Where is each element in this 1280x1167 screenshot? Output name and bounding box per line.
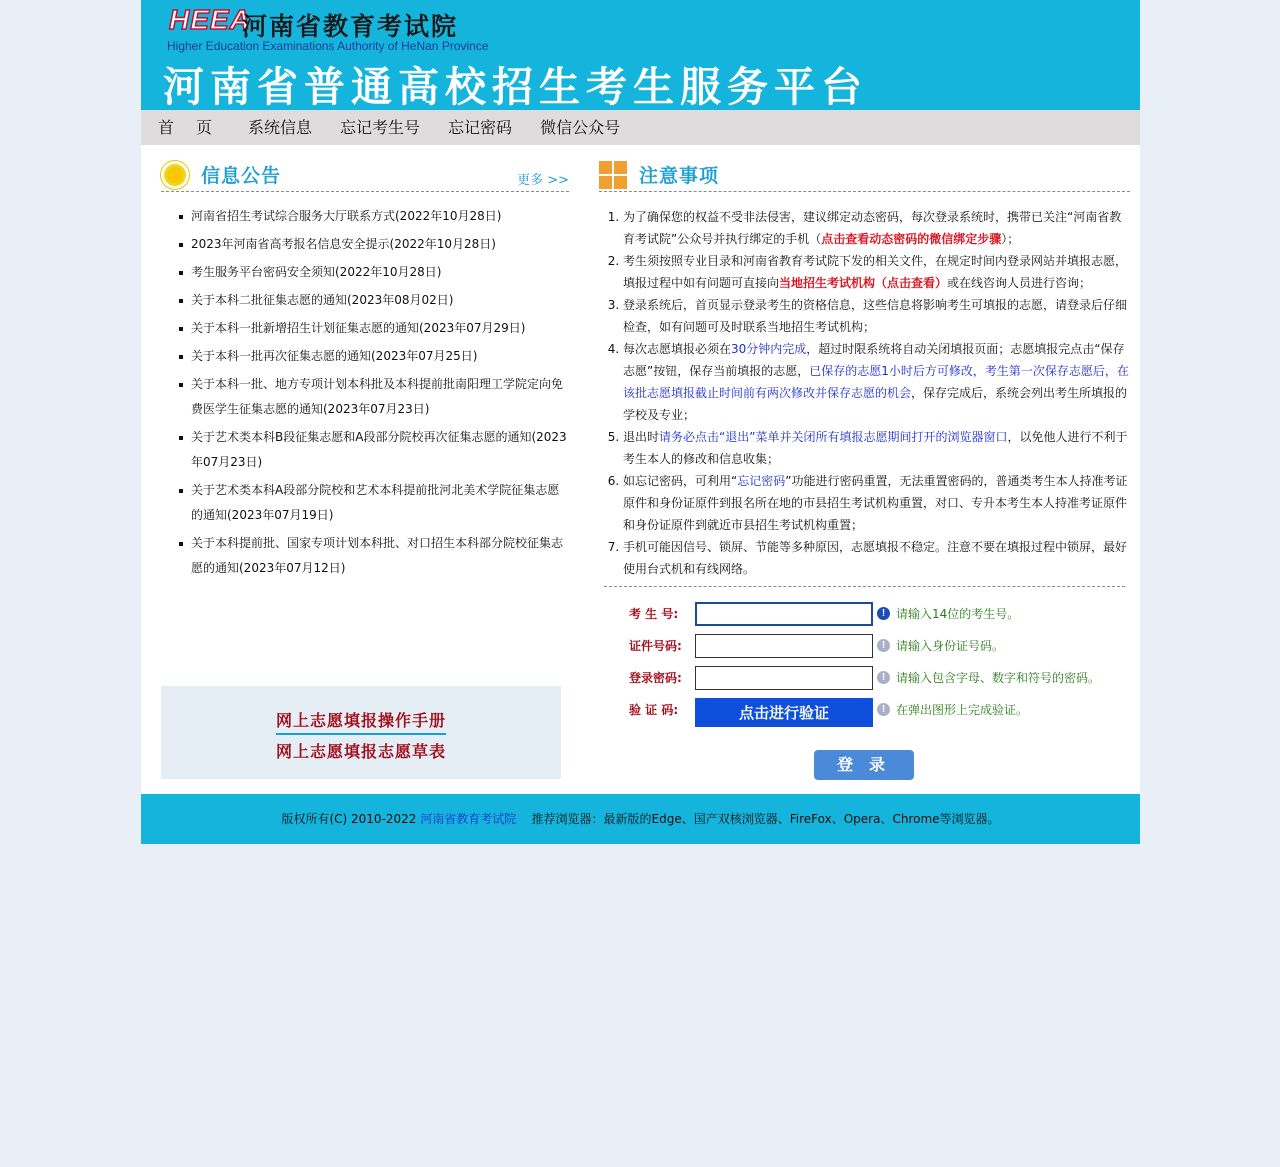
notice-item[interactable]: 关于艺术类本科A段部分院校和艺术本科提前批河北美术学院征集志愿的通知(2023年07月19日): [179, 478, 569, 528]
info-icon: !: [877, 671, 890, 684]
manual-box: [161, 686, 561, 779]
manual-operation-link[interactable]: 网上志愿填报操作手册: [276, 708, 446, 735]
notices-title: 信息公告: [201, 165, 282, 187]
notice-item[interactable]: 关于本科提前批、国家专项计划本科批、对口招生本科部分院校征集志愿的通知(2023年07月12日): [179, 531, 569, 581]
notice-item[interactable]: 河南省招生考试综合服务大厅联系方式(2022年10月28日): [179, 204, 569, 229]
info-icon: !: [877, 703, 890, 716]
forgot-password-link[interactable]: 忘记密码: [737, 474, 786, 488]
notice-item[interactable]: 2023年河南省高考报名信息安全提示(2022年10月28日): [179, 232, 569, 257]
note-item: 4. 每次志愿填报必须在30分钟内完成，超过时限系统将自动关闭填报页面；志愿填报完点击“保存志愿”按钮，保存当前填报的志愿，已保存的志愿1小时后方可修改，考生第一次保存志愿后，在该批志愿填报截止时间前有两次修改并保存志愿的机会，保存完成后，系统会列出考生所填报的学校及专业；: [623, 338, 1130, 426]
notices-header: [161, 145, 569, 192]
verify-label: 验 证 码:: [629, 703, 679, 717]
notice-list: [161, 192, 569, 581]
verify-button[interactable]: 点击进行验证: [695, 698, 873, 727]
note-item: 7. 手机可能因信号、锁屏、节能等多种原因，志愿填报不稳定。注意不要在填报过程中锁屏，最好使用台式机和有线网络。: [623, 536, 1130, 580]
verify-hint: 在弹出图形上完成验证。: [896, 703, 1029, 717]
notice-item[interactable]: 考生服务平台密码安全须知(2022年10月28日): [179, 260, 569, 285]
header-banner: [141, 0, 1140, 110]
notices-panel: [161, 145, 569, 761]
exam-number-input[interactable]: [695, 602, 873, 626]
heea-logo: HEEA: [169, 4, 251, 35]
notes-list: [599, 192, 1130, 580]
password-hint: 请输入包含字母、数字和符号的密码。: [896, 671, 1101, 685]
org-name: 河南省教育考试院: [242, 12, 459, 41]
info-icon: !: [877, 607, 890, 620]
manual-draft-link[interactable]: 网上志愿填报志愿草表: [275, 742, 446, 761]
notice-item[interactable]: 关于艺术类本科B段征集志愿和A段部分院校再次征集志愿的通知(2023年07月23日): [179, 425, 569, 475]
platform-title: 河南省普通高校招生考生服务平台: [163, 63, 868, 110]
notice-item[interactable]: 关于本科一批、地方专项计划本科批及本科提前批南阳理工学院定向免费医学生征集志愿的通知(2023年07月23日): [179, 372, 569, 422]
main-content: [141, 145, 1140, 794]
id-number-hint: 请输入身份证号码。: [896, 639, 1005, 653]
nav-system-info[interactable]: 系统信息: [248, 118, 313, 137]
nav-home[interactable]: 首页: [158, 118, 235, 137]
note-item: 3. 登录系统后，首页显示登录考生的资格信息，这些信息将影响考生可填报的志愿，请登录后仔细检查，如有问题可及时联系当地招生考试机构；: [623, 294, 1130, 338]
org-name-en: Higher Education Examinations Authority of HeNan Province: [167, 39, 489, 53]
password-label: 登录密码:: [629, 671, 682, 685]
notes-panel: [599, 145, 1130, 787]
id-number-label: 证件号码:: [629, 639, 682, 653]
sun-icon: [161, 161, 189, 189]
notes-header: [599, 145, 1130, 192]
wechat-binding-link[interactable]: 点击查看动态密码的微信绑定步骤: [821, 232, 1002, 246]
id-number-input[interactable]: [695, 634, 873, 658]
note-item: 2. 考生须按照专业目录和河南省教育考试院下发的相关文件，在规定时间内登录网站并填报志愿，填报过程中如有问题可直接向当地招生考试机构（点击查看）或在线咨询人员进行咨询；: [623, 250, 1130, 294]
nav-wechat[interactable]: 微信公众号: [540, 118, 621, 137]
footer-org-link[interactable]: 河南省教育考试院: [420, 812, 517, 826]
notice-item[interactable]: 关于本科一批再次征集志愿的通知(2023年07月25日): [179, 344, 569, 369]
grid-icon: [599, 161, 627, 189]
copyright-text: 版权所有(C) 2010-2022: [281, 812, 417, 826]
note-item: 5. 退出时请务必点击“退出”菜单并关闭所有填报志愿期间打开的浏览器窗口，以免他人进行不利于考生本人的修改和信息收集；: [623, 426, 1130, 470]
login-button[interactable]: 登录: [814, 750, 914, 780]
exam-number-label: 考 生 号:: [629, 607, 679, 621]
note-item: 6. 如忘记密码，可利用“忘记密码”功能进行密码重置，无法重置密码的，普通类考生本人持准考证原件和身份证原件到报名所在地的市县招生考试机构重置，对口、专升本考生本人持准考证原件和身份证原件到就近市县招生考试机构重置；: [623, 470, 1130, 536]
top-nav: [141, 110, 1140, 145]
notes-title: 注意事项: [639, 165, 720, 187]
exam-number-hint: 请输入14位的考生号。: [896, 607, 1020, 621]
note-item: 1. 为了确保您的权益不受非法侵害，建议绑定动态密码，每次登录系统时，携带已关注“河南省教育考试院”公众号并执行绑定的手机（点击查看动态密码的微信绑定步骤）；: [623, 206, 1130, 250]
more-link[interactable]: 更多 >>: [517, 173, 569, 188]
password-input[interactable]: [695, 666, 873, 690]
browser-recommendation: 推荐浏览器：最新版的Edge、国产双核浏览器、FireFox、Opera、Chrome等浏览器。: [531, 812, 1000, 826]
nav-forgot-exam-number[interactable]: 忘记考生号: [340, 118, 421, 137]
footer: [141, 794, 1140, 844]
info-icon: !: [877, 639, 890, 652]
local-agency-link[interactable]: 当地招生考试机构（点击查看）: [779, 276, 948, 290]
page: [141, 0, 1140, 844]
notice-item[interactable]: 关于本科一批新增招生计划征集志愿的通知(2023年07月29日): [179, 316, 569, 341]
notice-item[interactable]: 关于本科二批征集志愿的通知(2023年08月02日): [179, 288, 569, 313]
nav-forgot-password[interactable]: 忘记密码: [448, 118, 513, 137]
login-form: [599, 587, 1130, 787]
